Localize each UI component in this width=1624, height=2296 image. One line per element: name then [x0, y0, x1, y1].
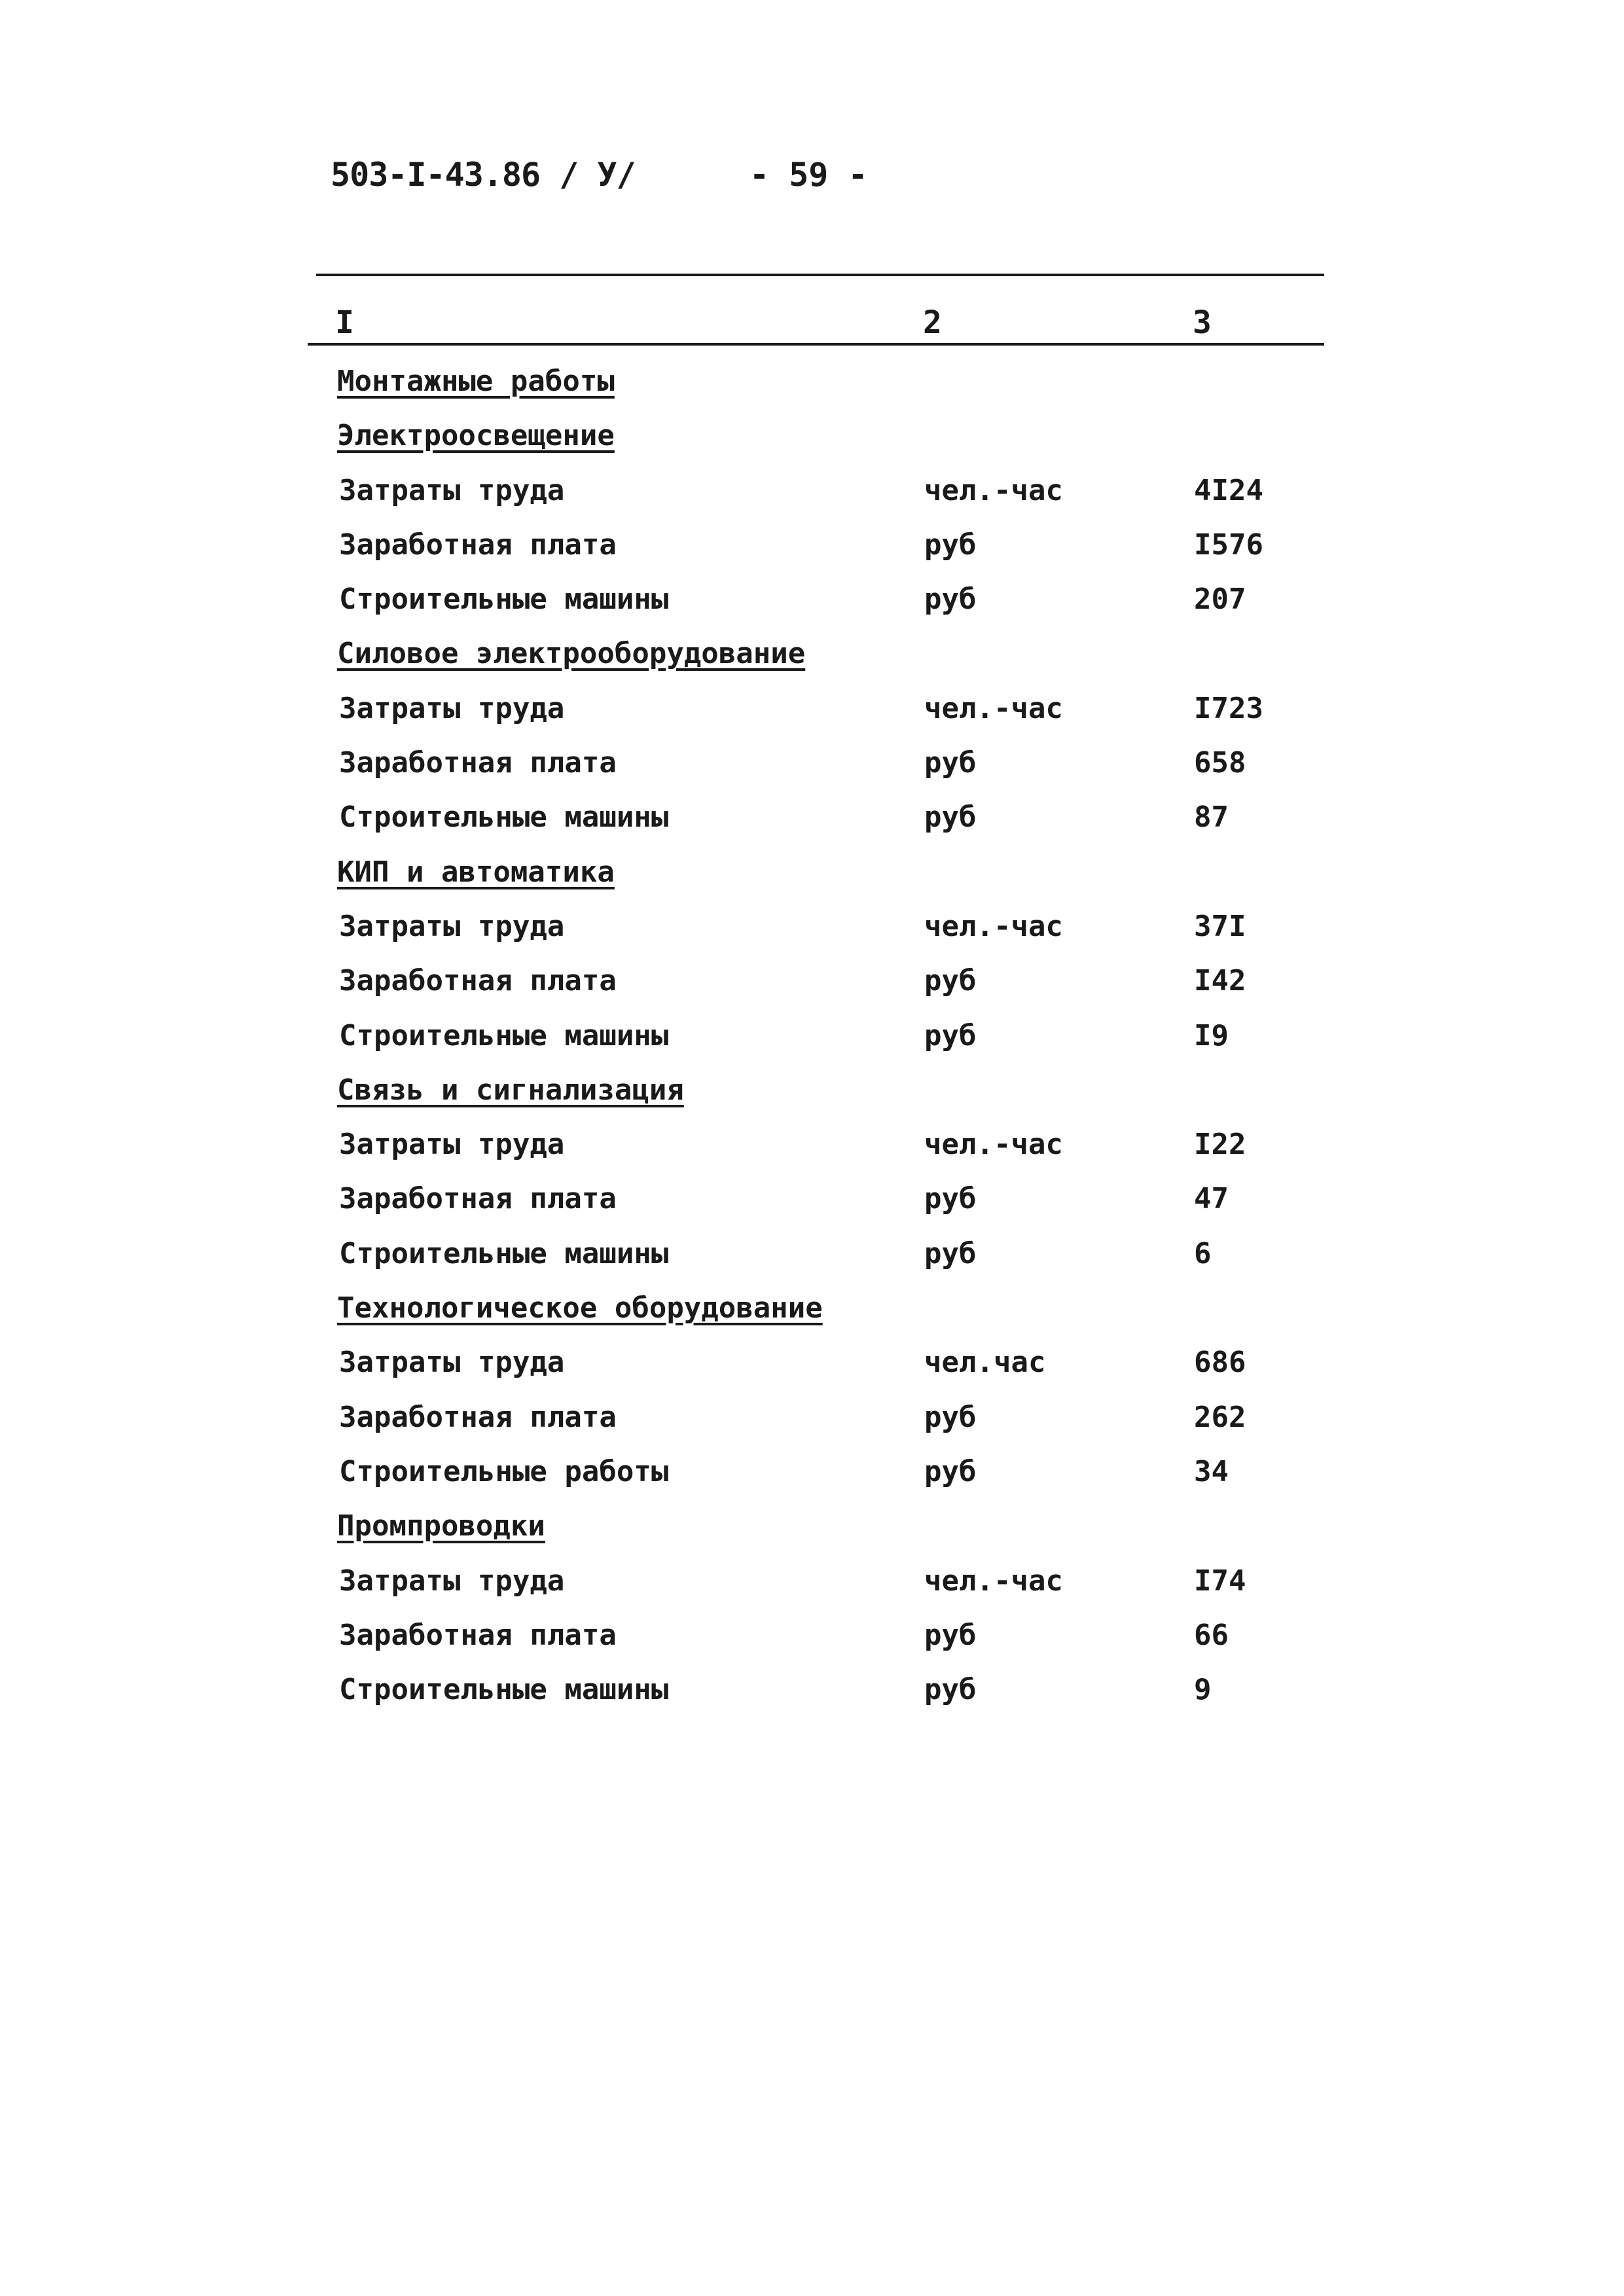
column-header-3: 3 [1193, 304, 1212, 341]
row-label: Заработная плата [339, 528, 617, 562]
table-row [0, 1343, 1624, 1397]
row-value: I42 [1194, 964, 1246, 998]
table-row [0, 1016, 1624, 1071]
section-title: Связь и сигнализация [337, 1073, 684, 1107]
row-unit: чел.-час [924, 909, 1063, 943]
table-row [0, 961, 1624, 1016]
table-row [0, 1452, 1624, 1507]
row-unit: руб [924, 800, 977, 834]
row-value: I9 [1194, 1018, 1229, 1052]
table-row [0, 1616, 1624, 1670]
document-code: 503-I-43.86 / У/ [331, 156, 636, 194]
table-top-rule [316, 274, 1324, 276]
row-value: I74 [1194, 1564, 1246, 1598]
table-row [0, 1398, 1624, 1452]
row-label: Строительные машины [339, 1236, 669, 1270]
table-row [0, 1670, 1624, 1725]
row-value: 262 [1194, 1400, 1246, 1434]
column-header-2: 2 [923, 304, 942, 341]
section-title: Технологическое оборудование [337, 1291, 823, 1325]
table-row [0, 1234, 1624, 1289]
table-header-rule [308, 343, 1324, 346]
row-unit: руб [924, 583, 977, 617]
section-title: Силовое электрооборудование [337, 637, 806, 671]
section-title: Монтажные работы [337, 365, 615, 398]
row-unit: руб [924, 1182, 977, 1216]
row-label: Заработная плата [339, 1400, 617, 1434]
row-unit: чел.-час [924, 1128, 1063, 1162]
table-row [0, 580, 1624, 634]
row-value: 66 [1194, 1618, 1229, 1652]
row-label: Строительные машины [339, 1018, 669, 1052]
row-value: 6 [1194, 1236, 1212, 1270]
row-label: Строительные работы [339, 1454, 669, 1488]
row-value: 686 [1194, 1346, 1246, 1380]
row-label: Заработная плата [339, 1182, 617, 1216]
row-label: Заработная плата [339, 964, 617, 998]
row-label: Затраты труда [339, 1128, 565, 1162]
row-label: Затраты труда [339, 909, 565, 943]
row-value: 87 [1194, 800, 1229, 834]
row-value: 37I [1194, 909, 1246, 943]
row-value: 47 [1194, 1182, 1229, 1216]
table-row [0, 907, 1624, 961]
row-value: 9 [1194, 1673, 1212, 1707]
section-heading-row [0, 1289, 1624, 1343]
row-unit: чел.-час [924, 691, 1063, 725]
row-unit: чел.-час [924, 473, 1063, 507]
row-unit: руб [924, 1618, 977, 1652]
row-value: 34 [1194, 1454, 1229, 1488]
table-row [0, 1562, 1624, 1616]
section-title: КИП и автоматика [337, 855, 615, 889]
section-title: Промпроводки [337, 1509, 545, 1543]
table-row [0, 471, 1624, 526]
page-number: - 59 - [749, 156, 868, 194]
table-row [0, 744, 1624, 798]
row-label: Затраты труда [339, 473, 565, 507]
row-unit: руб [924, 1018, 977, 1052]
row-label: Заработная плата [339, 1618, 617, 1652]
row-unit: руб [924, 964, 977, 998]
row-label: Затраты труда [339, 1346, 565, 1380]
column-header-1: I [335, 304, 354, 341]
section-heading-row [0, 634, 1624, 689]
row-value: I723 [1194, 691, 1263, 725]
row-label: Строительные машины [339, 1673, 669, 1707]
page-header [331, 156, 1312, 208]
row-unit: чел.час [924, 1346, 1046, 1380]
row-unit: руб [924, 1454, 977, 1488]
section-heading-row [0, 416, 1624, 471]
row-unit: руб [924, 1400, 977, 1434]
row-unit: руб [924, 746, 977, 780]
table-column-headers [0, 304, 1624, 344]
section-heading-row [0, 362, 1624, 416]
row-value: 4I24 [1194, 473, 1263, 507]
table-row [0, 1179, 1624, 1234]
row-value: 207 [1194, 583, 1246, 617]
table-row [0, 689, 1624, 744]
row-label: Строительные машины [339, 800, 669, 834]
table-row [0, 798, 1624, 852]
row-unit: руб [924, 528, 977, 562]
row-unit: чел.-час [924, 1564, 1063, 1598]
row-label: Заработная плата [339, 746, 617, 780]
row-value: 658 [1194, 746, 1246, 780]
row-label: Строительные машины [339, 583, 669, 617]
table-row [0, 526, 1624, 580]
row-label: Затраты труда [339, 691, 565, 725]
section-heading-row [0, 1071, 1624, 1125]
row-label: Затраты труда [339, 1564, 565, 1598]
section-heading-row [0, 853, 1624, 907]
row-value: I576 [1194, 528, 1263, 562]
row-unit: руб [924, 1673, 977, 1707]
section-heading-row [0, 1507, 1624, 1561]
table-body [0, 362, 1624, 1736]
table-row [0, 1125, 1624, 1179]
row-unit: руб [924, 1236, 977, 1270]
section-title: Электроосвещение [337, 419, 615, 453]
row-value: I22 [1194, 1128, 1246, 1162]
